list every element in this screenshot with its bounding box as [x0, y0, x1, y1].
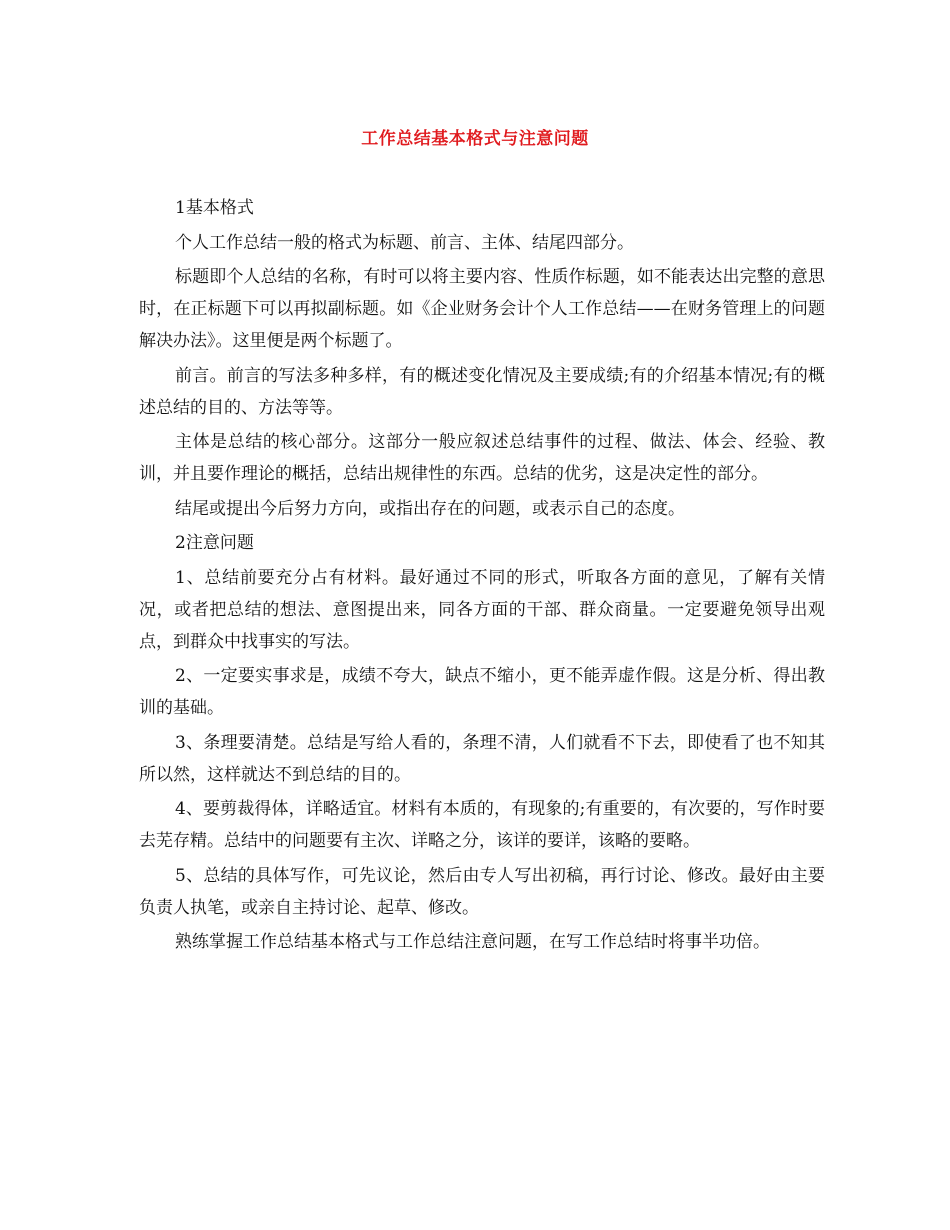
paragraph-structure-overview: 个人工作总结一般的格式为标题、前言、主体、结尾四部分。 — [175, 232, 634, 253]
paragraph-ending: 结尾或提出今后努力方向，或指出存在的问题，或表示自己的态度。 — [175, 498, 685, 519]
paragraph-conclusion: 熟练掌握工作总结基本格式与工作总结注意问题，在写工作总结时将事半功倍。 — [175, 932, 770, 952]
section-heading-basic-format: 1基本格式 — [175, 198, 254, 218]
paragraph-main-body: 主体是总结的核心部分。这部分一般应叙述总结事件的过程、做法、体会、经验、教训，并且要作理论的概括，总结出规律性的东西。总结的优劣，这是决定性的部分。 — [139, 432, 825, 484]
note-item-4: 4、要剪裁得体，详略适宜。材料有本质的，有现象的;有重要的，有次要的，写作时要去芜存精。总结中的问题要有主次、详略之分，该详的要详，该略的要略。 — [139, 799, 825, 851]
section-heading-notes: 2注意问题 — [175, 533, 254, 553]
paragraph-preface: 前言。前言的写法多种多样，有的概述变化情况及主要成绩;有的介绍基本情况;有的概述总结的目的、方法等等。 — [139, 365, 825, 418]
note-item-5: 5、总结的具体写作，可先议论，然后由专人写出初稿，再行讨论、修改。最好由主要负责人执笔，或亲自主持讨论、起草、修改。 — [139, 865, 825, 918]
paragraph-title: 标题即个人总结的名称，有时可以将主要内容、性质作标题，如不能表达出完整的意思时，在正标题下可以再拟副标题。如《企业财务会计个人工作总结——在财务管理上的问题解决办法》。这里便是两个标题了。 — [139, 267, 825, 351]
note-item-3: 3、条理要清楚。总结是写给人看的，条理不清，人们就看不下去，即使看了也不知其所以然，这样就达不到总结的目的。 — [139, 732, 825, 785]
note-item-1: 1、总结前要充分占有材料。最好通过不同的形式，听取各方面的意见，了解有关情况，或者把总结的想法、意图提出来，同各方面的干部、群众商量。一定要避免领导出观点，到群众中找事实的写法。 — [139, 567, 825, 652]
note-item-2: 2、一定要实事求是，成绩不夸大，缺点不缩小，更不能弄虚作假。这是分析、得出教训的基础。 — [139, 666, 825, 718]
document-body — [139, 192, 825, 961]
document-title: 工作总结基本格式与注意问题 — [361, 129, 589, 149]
